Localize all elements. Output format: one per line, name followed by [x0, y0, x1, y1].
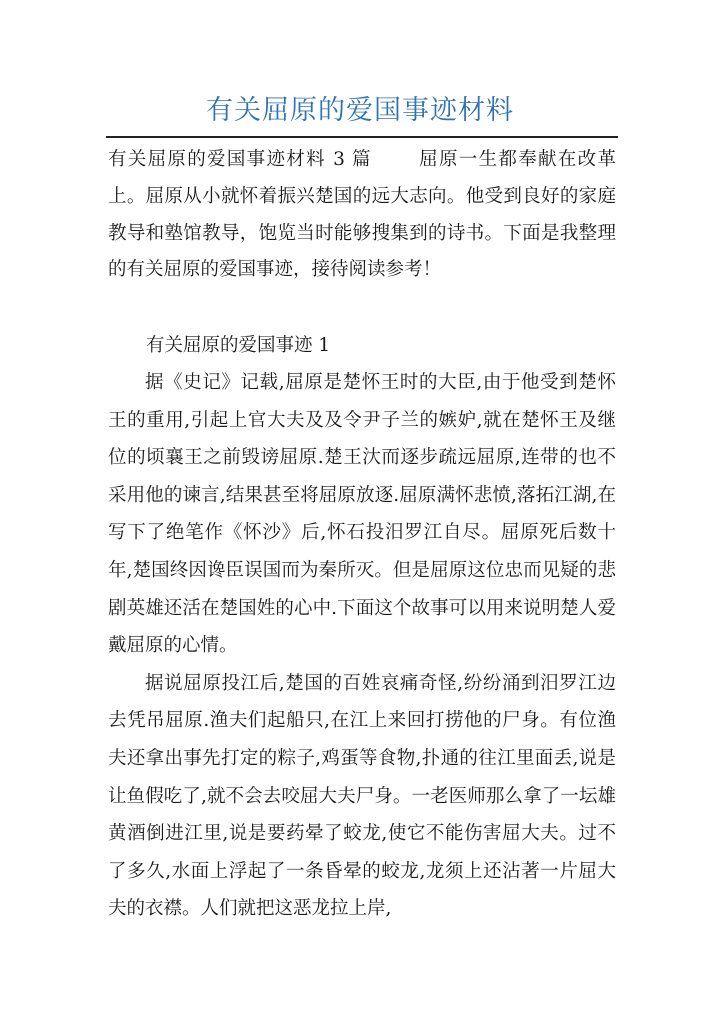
body-text: [108, 364, 616, 928]
body-paragraph: 据说屈原投江后,楚国的百姓哀痛奇怪,纷纷涌到汨罗江边去凭吊屈原.渔夫们起船只,在江上来回打捞他的尸身。有位渔夫还拿出事先打定的粽子,鸡蛋等食物,扑通的往江里面丢,说是让鱼假吃了,就不会去咬屈大夫尸身。一老医师那么拿了一坛雄黄酒倒进江里,说是要药晕了蛟龙,使它不能伤害屈大夫。过不了多久,水面上浮起了一条昏晕的蛟龙,龙须上还沾著一片屈大夫的衣襟。人们就把这恶龙拉上岸,: [108, 672, 616, 920]
section-heading: 有关屈原的爱国事迹 1: [146, 335, 331, 356]
document-title: 有关屈原的爱国事迹材料: [206, 95, 514, 126]
body-paragraph: 据《史记》记载,屈原是楚怀王时的大臣,由于他受到楚怀王的重用,引起上官大夫及及令尹子兰的嫉妒,就在楚怀王及继位的顷襄王之前毁谤屈原.楚王汏而逐步疏远屈原,连带的也不采用他的谏言,结果甚至将屈原放逐.屈原满怀悲愤,落拓江湖,在写下了绝笔作《怀沙》后,怀石投汨罗江自尽。屈原死后数十年,楚国终因谗臣误国而为秦所灭。但是屈原这位忠而见疑的悲剧英雄还活在楚国姓的心中.下面这个故事可以用来说明楚人爱戴屈原的心情。: [108, 372, 616, 657]
intro-heading: 有关屈原的爱国事迹材料 3 篇: [108, 149, 372, 170]
intro-body: 屈原一生都奉献在改革上。屈原从小就怀着振兴楚国的远大志向。他受到良好的家庭教导和塾馆教导，饱览当时能够搜集到的诗书。下面是我整理的有关屈原的爱国事迹，接待阅读参考！: [108, 149, 616, 281]
intro-paragraph: [108, 142, 616, 289]
title-divider: [106, 136, 618, 138]
